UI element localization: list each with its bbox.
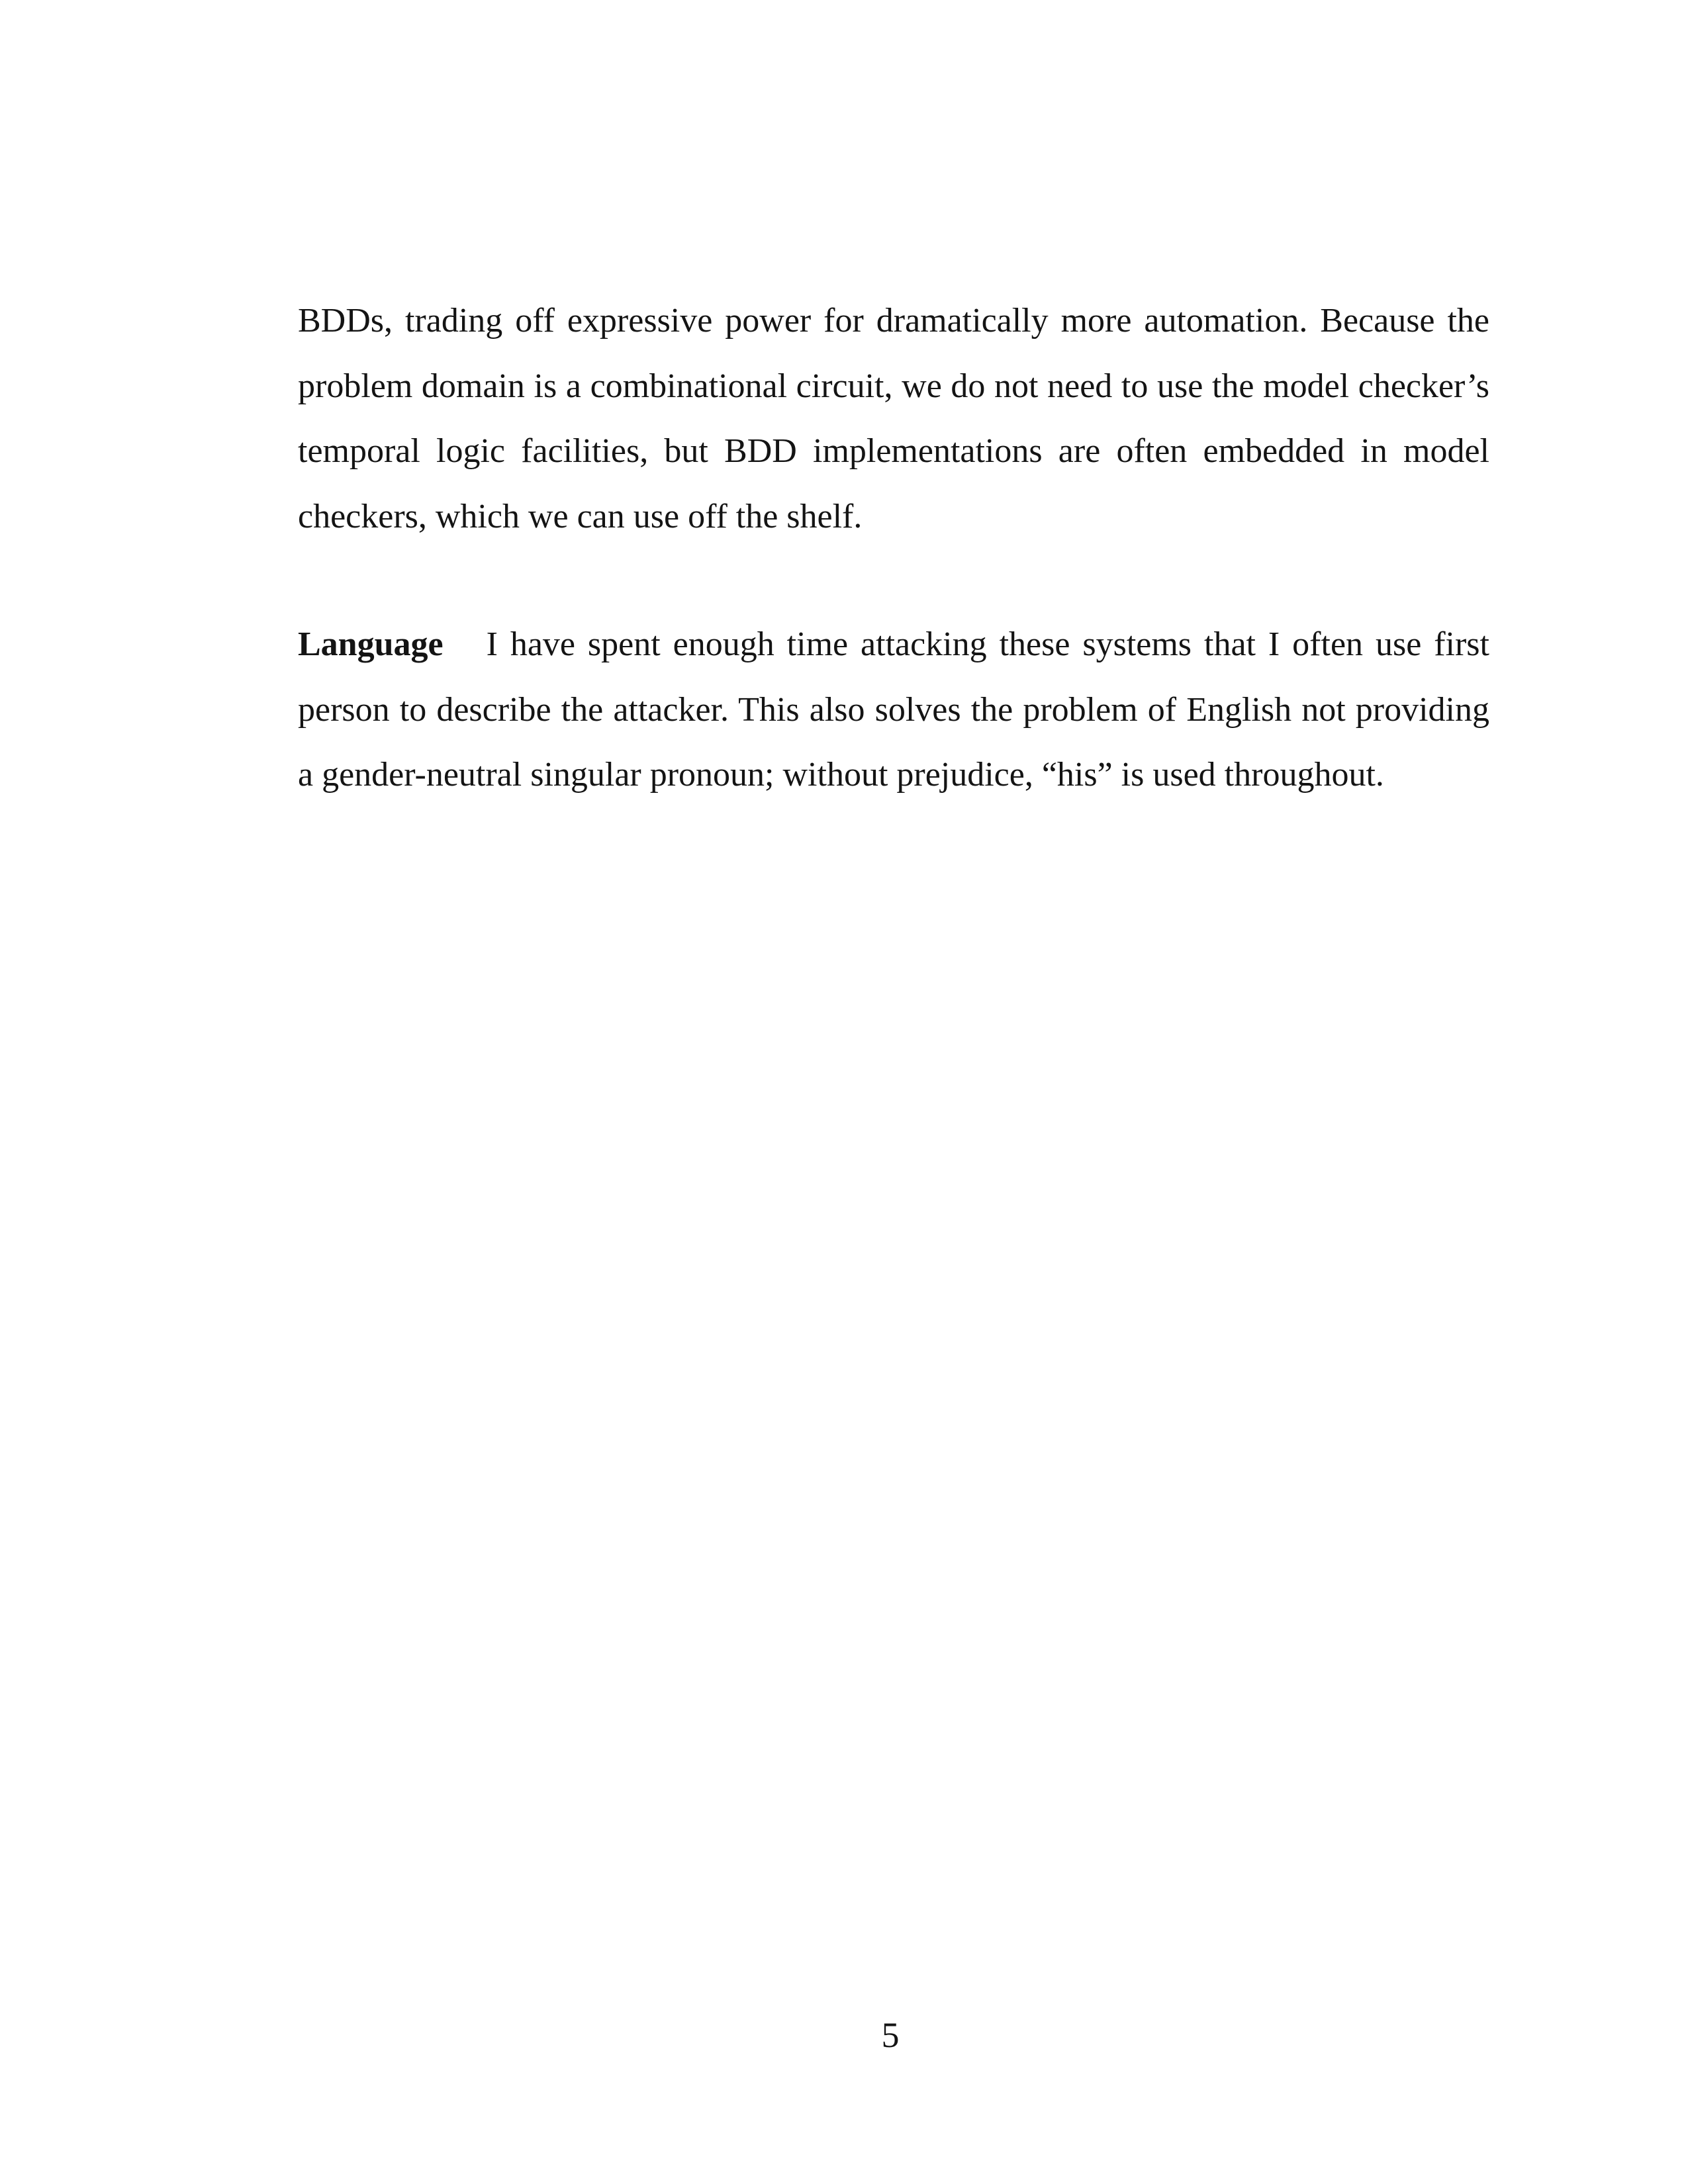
paragraph-text: BDDs, trading off expressive power for dramatically more automation. Because the problem domain is a combinational circuit, we do not need to use the model checker’s temporal logic facilities, but BDD implementations are often embedded in model checkers, which we can use off the shelf. — [298, 302, 1489, 535]
paragraph-language — [298, 612, 1489, 808]
paragraph-bdd-automation — [298, 289, 1489, 549]
paragraph-text: I have spent enough time attacking these systems that I often use first person to describe the attacker. This also solves the problem of English not providing a gender-neutral singular pronoun; without prejudice, “his” is used throughout. — [298, 625, 1489, 794]
paragraph-heading: Language — [298, 625, 444, 663]
page-number: 5 — [881, 2015, 900, 2055]
